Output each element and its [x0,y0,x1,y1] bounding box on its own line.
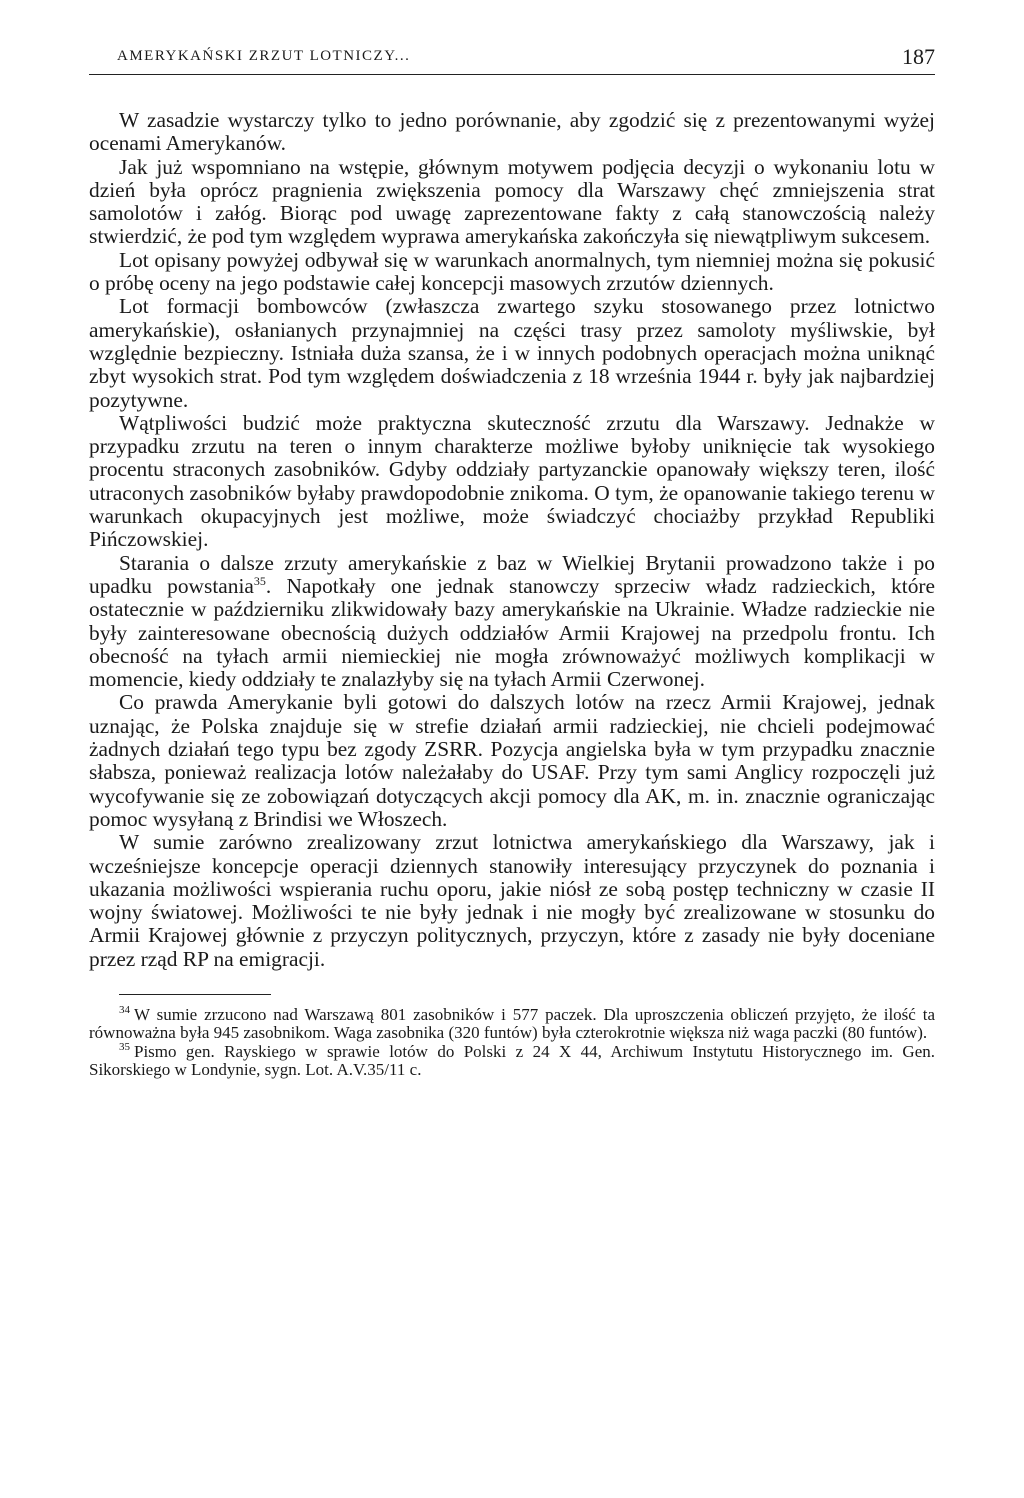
footnote-rule [119,994,271,995]
footnote-34 [89,1006,935,1043]
page-number: 187 [902,44,935,69]
footnote-35 [89,1040,935,1080]
footnote-text: Pismo gen. Rayskiego w sprawie lotów do Polski z 24 X 44, Archiwum Instytutu Historycznego im. Gen. Sikorskiego w Londynie, sygn. Lot. A.V.35/11 c. [89,1041,935,1079]
body-text [89,109,935,971]
paragraph-8: W sumie zarówno zrealizowany zrzut lotnictwa amerykańskiego dla Warszawy, jak i wcześniejsze koncepcje operacji dziennych stanowiły interesujący przyczynek do poznania i ukazania możliwości wspierania ruchu oporu, jakie niósł ze sobą postęp techniczny w czasie II wojny światowej. Możliwości te nie były jednak i nie mogły być zrealizowane w stosunku do Armii Krajowej głównie z przyczyn politycznych, przyczyn, które z zasady nie były doceniane przez rząd RP na emigracji. [89,830,935,971]
paragraph-5: Wątpliwości budzić może praktyczna skuteczność zrzutu dla Warszawy. Jednakże w przypadku zrzutu na teren o innym charakterze możliwe byłoby uniknięcie tak wysokiego procentu straconych zasobników. Gdyby oddziały partyzanckie opanowały większy teren, ilość utraconych zasobników byłaby prawdopodobnie znikoma. O tym, że opanowanie takiego terenu w warunkach okupacyjnych jest możliwe, może świadczyć chociażby przykład Republiki Pińczowskiej. [89,410,935,552]
running-title: AMERYKAŃSKI ZRZUT LOTNICZY... [117,48,411,64]
paragraph-3: Lot opisany powyżej odbywał się w warunkach anormalnych, tym niemniej można się pokusić o próbę oceny na jego podstawie całej koncepcji masowych zrzutów dziennych. [89,247,935,296]
paragraph-2: Jak już wspomniano na wstępie, głównym motywem podjęcia decyzji o wykonaniu lotu w dzień była oprócz pragnienia zwiększenia pomocy dla Warszawy chęć zmniejszenia strat samolotów i załóg. Biorąc pod uwagę zaprezentowane fakty z całą stanowczością należy stwierdzić, że pod tym względem wyprawa amerykańska zakończyła się niewątpliwym sukcesem. [89,154,935,249]
footnote-number: 35 [119,1040,130,1053]
footnote-number: 34 [119,1004,130,1017]
book-page [89,40,935,1079]
paragraph-7: Co prawda Amerykanie byli gotowi do dalszych lotów na rzecz Armii Krajowej, jednak uznając, że Polska znajduje się w strefie działań armii radzieckiej, nie chcieli podejmować żadnych działań tego typu bez zgody ZSRR. Pozycja angielska była w tym przypadku znacznie słabsza, ponieważ realizacja lotów należałaby do USAF. Przy tym sami Anglicy rozpoczęli już wycofywanie się ze zobowiązań dotyczących akcji pomocy dla AK, m. in. znacznie ograniczając pomoc wysyłaną z Brindisi we Włoszech. [89,690,935,831]
footnote-ref-35: 35 [253,573,266,588]
paragraph-6-end: . Napotkały one jednak stanowczy sprzeciw władz radzieckich, które ostatecznie w październiku zlikwidowały bazy amerykańskie na Ukrainie. Władze radzieckie nie były zainteresowane obecnością dużych oddziałów Armii Krajowej na przedpolu frontu. Ich obecność na tyłach armii niemieckiej nie mogła zrównoważyć możliwych komplikacji w momencie, kiedy oddziały te znalazłyby się na tyłach Armii Czerwonej. [89,573,936,692]
footnotes [89,1006,935,1079]
paragraph-6 [89,552,935,692]
paragraph-6-start: Starania o dalsze zrzuty amerykańskie z baz w Wielkiej Brytanii prowadzono także i po upadku powstania [89,550,935,598]
running-head [89,40,935,75]
paragraph-1: W zasadzie wystarczy tylko to jedno porównanie, aby zgodzić się z prezentowanymi wyżej ocenami Amerykanów. [89,108,935,156]
paragraph-4: Lot formacji bombowców (zwłaszcza zwartego szyku stosowanego przez lotnictwo amerykańskie), osłanianych przynajmniej na części trasy przez samoloty myśliwskie, był względnie bezpieczny. Istniała duża szansa, że i w innych podobnych operacjach można uniknąć zbyt wysokich strat. Pod tym względem doświadczenia z 18 września 1944 r. były jak najbardziej pozytywne. [89,294,935,412]
footnote-text: W sumie zrzucono nad Warszawą 801 zasobników i 577 paczek. Dla uproszczenia obliczeń przyjęto, że ilość ta równoważna była 945 zasobnikom. Waga zasobnika (320 funtów) była czterokrotnie większa niż waga paczki (80 funtów). [89,1004,935,1043]
